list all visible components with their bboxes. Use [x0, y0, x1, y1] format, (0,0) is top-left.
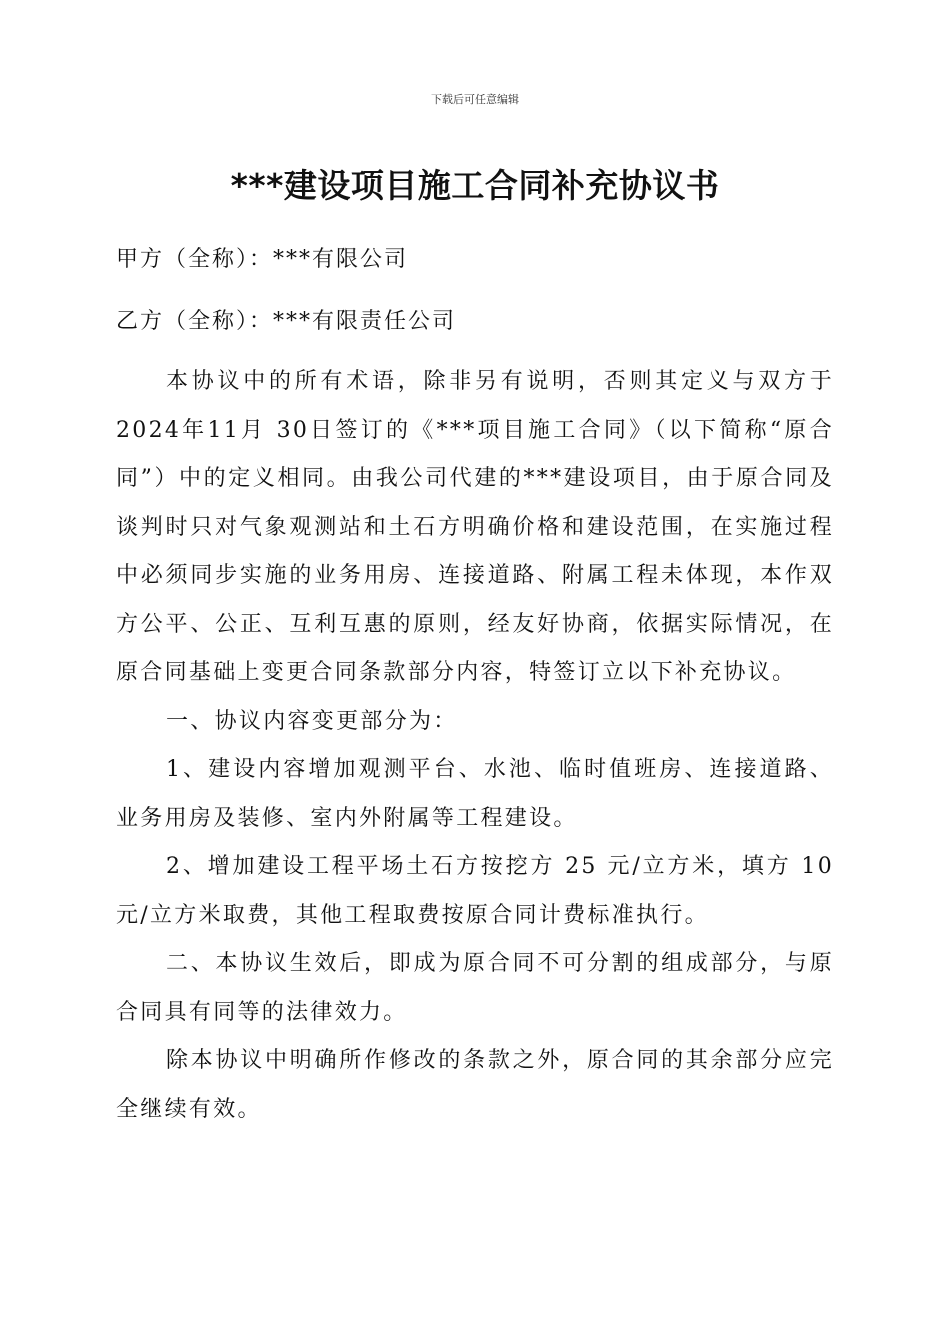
paragraph-remainder: 除本协议中明确所作修改的条款之外，原合同的其余部分应完全继续有效。	[116, 1048, 834, 1122]
document-title: ***建设项目施工合同补充协议书	[230, 166, 720, 205]
paragraph-item-2: 2、增加建设工程平场土石方按挖方 25 元/立方米，填方 10元/立方米取费，其他工程取费按原合同计费标准执行。	[116, 854, 834, 928]
party-a: 甲方（全称）：***有限公司	[116, 247, 409, 272]
paragraph-section-one: 一、协议内容变更部分为：	[166, 708, 458, 734]
document-body	[116, 358, 834, 1134]
header-note: 下载后可任意编辑	[431, 93, 519, 106]
paragraph-section-two: 二、本协议生效后，即成为原合同不可分割的组成部分，与原合同具有同等的法律效力。	[116, 951, 834, 1025]
paragraph-preamble: 本协议中的所有术语，除非另有说明，否则其定义与双方于2024年11月 30日签订的《***项目施工合同》（以下简称“原合同”）中的定义相同。由我公司代建的***建设项目，由于原合同及谈判时只对气象观测站和土石方明确价格和建设范围，在实施过程中必须同步实施的业务用房、连接道路、附属工程未体现，本作双方公平、公正、互利互惠的原则，经友好协商，依据实际情况，在原合同基础上变更合同条款部分内容，特签订立以下补充协议。	[116, 369, 834, 685]
paragraph-item-1: 1、建设内容增加观测平台、水池、临时值班房、连接道路、业务用房及装修、室内外附属等工程建设。	[116, 757, 834, 831]
party-b: 乙方（全称）：***有限责任公司	[116, 309, 457, 334]
